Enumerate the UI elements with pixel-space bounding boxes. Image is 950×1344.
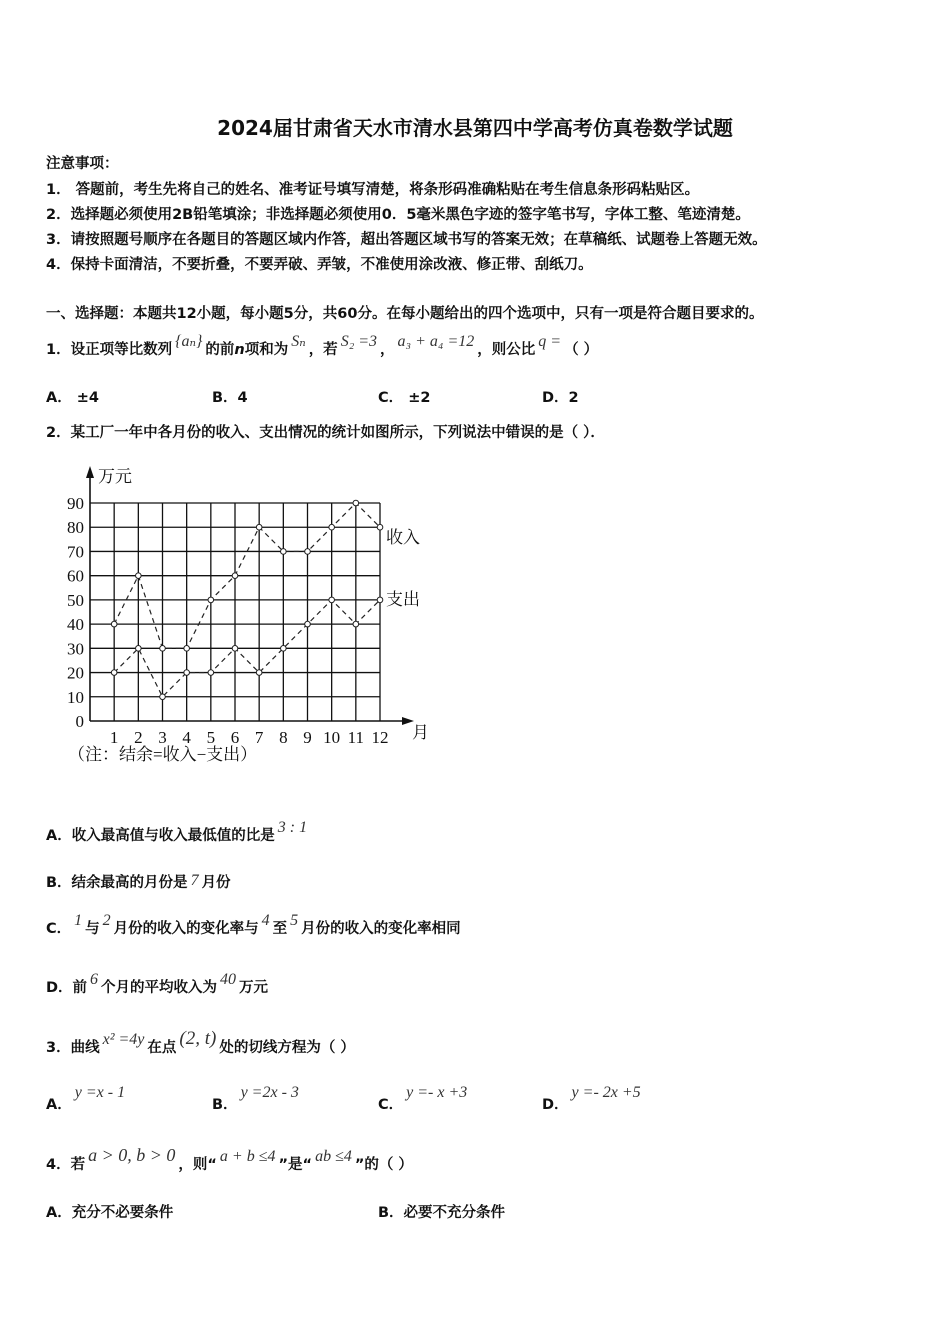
y-tick-label: 20 bbox=[67, 663, 84, 683]
q1-text: 的前 bbox=[205, 342, 235, 358]
data-point bbox=[232, 573, 238, 579]
option-text: 与 bbox=[85, 921, 100, 937]
data-point bbox=[281, 646, 287, 652]
option-label: C． bbox=[378, 1097, 404, 1113]
q1-text: （ ） bbox=[564, 342, 599, 358]
data-point bbox=[256, 524, 262, 530]
q4-text: ”是“ bbox=[278, 1157, 313, 1173]
data-point bbox=[160, 646, 166, 652]
math: Sₙ bbox=[291, 333, 306, 350]
option-label: A． bbox=[46, 1097, 72, 1113]
option-label: D． bbox=[542, 1097, 569, 1113]
math: n bbox=[234, 342, 245, 358]
q1-text: 1．设正项等比数列 bbox=[46, 342, 173, 358]
data-point bbox=[329, 524, 335, 530]
chart-note: （注：结余=收入−支出） bbox=[68, 745, 258, 764]
option-text: 月份 bbox=[201, 875, 231, 891]
data-point bbox=[111, 621, 117, 627]
chart-axes bbox=[67, 466, 414, 747]
q1-text: ，若 bbox=[308, 342, 338, 358]
data-point bbox=[208, 597, 214, 603]
q4-text: ”的（ ） bbox=[354, 1157, 413, 1173]
x-tick-label: 5 bbox=[206, 728, 216, 747]
y-axis-label: 万元 bbox=[98, 467, 132, 486]
x-tick-label: 7 bbox=[254, 728, 264, 747]
x-tick-label: 10 bbox=[323, 728, 341, 747]
math: ab ≤4 bbox=[315, 1148, 352, 1165]
x-tick-label: 8 bbox=[279, 728, 288, 747]
math: S₂ =3 bbox=[340, 333, 378, 350]
math: {aₙ} bbox=[175, 333, 203, 350]
option-text: 月份的收入的变化率相同 bbox=[301, 921, 461, 937]
q4-option-a[interactable]: A．充分不必要条件 bbox=[46, 1205, 174, 1221]
math: y =- x +3 bbox=[406, 1084, 468, 1101]
notice-item: 2．选择题必须使用2B铅笔填涂；非选择题必须使用0．5毫米黑色字迹的签字笔书写，字体工整、笔迹清楚。 bbox=[46, 207, 750, 223]
notice-item: 3．请按照题号顺序在各题目的答题区域内作答，超出答题区域书写的答案无效；在草稿纸、试题卷上答题无效。 bbox=[46, 232, 767, 248]
math: a₃ + a₄ =12 bbox=[397, 333, 475, 350]
data-point bbox=[353, 500, 359, 506]
option-text: D．前 bbox=[46, 980, 88, 996]
x-tick-label: 1 bbox=[109, 728, 119, 747]
page-title: 2024届甘肃省天水市清水县第四中学高考仿真卷数学试题 bbox=[217, 116, 733, 140]
data-point bbox=[329, 597, 335, 603]
data-point bbox=[232, 646, 238, 652]
data-point bbox=[184, 646, 190, 652]
y-tick-label: 80 bbox=[67, 518, 84, 538]
y-axis-arrow bbox=[86, 466, 94, 478]
notice-item: 1． 答题前，考生先将自己的姓名、准考证号填写清楚，将条形码准确粘贴在考生信息条形码粘贴区。 bbox=[46, 182, 700, 198]
x-tick-label: 6 bbox=[230, 728, 240, 747]
question-3 bbox=[46, 1028, 355, 1058]
q3-text: 3．曲线 bbox=[46, 1040, 100, 1056]
data-point bbox=[256, 670, 262, 676]
data-point bbox=[184, 670, 190, 676]
option-text: B．结余最高的月份是 bbox=[46, 875, 188, 891]
q1-option-a[interactable]: A． ±4 bbox=[46, 390, 100, 406]
data-point bbox=[160, 694, 166, 700]
option-text: 至 bbox=[272, 921, 288, 937]
math: 4 bbox=[261, 912, 270, 929]
q1-text: ， bbox=[380, 342, 395, 358]
y-tick-label: 50 bbox=[67, 590, 84, 610]
q4-text: ，则“ bbox=[178, 1157, 217, 1173]
data-point bbox=[208, 670, 214, 676]
data-point bbox=[377, 524, 383, 530]
q1-text: ，则公比 bbox=[477, 342, 536, 358]
q1-option-d[interactable]: D．2 bbox=[542, 390, 579, 406]
option-text: 月份的收入的变化率与 bbox=[113, 921, 259, 937]
y-tick-label: 40 bbox=[67, 615, 84, 635]
data-point bbox=[281, 549, 287, 555]
math: 40 bbox=[220, 971, 237, 988]
option-label: B． bbox=[212, 1097, 238, 1113]
q3-text: 在点 bbox=[147, 1040, 177, 1056]
q2-option-d[interactable] bbox=[46, 971, 269, 997]
x-axis-label: 月 bbox=[412, 723, 429, 742]
math: 2 bbox=[102, 912, 111, 929]
data-point bbox=[305, 549, 311, 555]
legend-expense: 支出 bbox=[386, 590, 420, 609]
section-heading: 一、选择题：本题共12小题，每小题5分，共60分。在每小题给出的四个选项中，只有一项是符合题目要求的。 bbox=[46, 306, 764, 322]
q2-option-a[interactable] bbox=[46, 819, 310, 845]
math: 6 bbox=[90, 971, 99, 988]
q3-option-c[interactable] bbox=[378, 1084, 470, 1114]
math: y =x - 1 bbox=[74, 1084, 126, 1101]
math: 3 : 1 bbox=[277, 819, 308, 836]
y-tick-label: 10 bbox=[67, 687, 84, 707]
x-tick-label: 4 bbox=[182, 728, 191, 747]
math: a + b ≤4 bbox=[219, 1148, 276, 1165]
x-tick-label: 11 bbox=[347, 728, 365, 747]
math: 1 bbox=[74, 912, 83, 929]
y-tick-label: 60 bbox=[67, 566, 84, 586]
math: 5 bbox=[290, 912, 299, 929]
math: 7 bbox=[190, 872, 199, 889]
math: x² =4y bbox=[102, 1031, 145, 1048]
option-text: 万元 bbox=[239, 980, 269, 996]
math: (2, t) bbox=[179, 1028, 217, 1049]
notice-item: 4．保持卡面清洁，不要折叠，不要弄破、弄皱，不准使用涂改液、修正带、刮纸刀。 bbox=[46, 257, 593, 273]
chart-grid bbox=[90, 503, 380, 721]
x-tick-label: 3 bbox=[158, 728, 167, 747]
data-point bbox=[136, 646, 142, 652]
q3-option-a[interactable] bbox=[46, 1084, 128, 1114]
y-tick-label: 70 bbox=[67, 542, 84, 562]
math: y =2x - 3 bbox=[240, 1084, 299, 1101]
q1-text: 项和为 bbox=[244, 342, 289, 358]
x-tick-label: 12 bbox=[371, 728, 389, 747]
data-point bbox=[353, 621, 359, 627]
math: y =- 2x +5 bbox=[571, 1084, 641, 1101]
question-2: 2．某工厂一年中各月份的收入、支出情况的统计如图所示，下列说法中错误的是（ ）． bbox=[46, 425, 605, 441]
q2-option-c[interactable] bbox=[46, 912, 461, 938]
option-text: A．收入最高值与收入最低值的比是 bbox=[46, 828, 275, 844]
data-point bbox=[111, 670, 117, 676]
q2-option-b[interactable] bbox=[46, 871, 231, 892]
option-text: C． bbox=[46, 921, 72, 937]
q3-text: 处的切线方程为（ ） bbox=[219, 1040, 355, 1056]
q3-option-b[interactable] bbox=[212, 1084, 302, 1114]
legend-income: 收入 bbox=[386, 528, 420, 547]
y-tick-label: 30 bbox=[67, 639, 84, 659]
math: q = bbox=[538, 333, 562, 350]
data-point bbox=[377, 597, 383, 603]
x-tick-label: 9 bbox=[303, 728, 312, 747]
data-point bbox=[305, 621, 311, 627]
q3-option-d[interactable] bbox=[542, 1084, 644, 1114]
q4-text: 4．若 bbox=[46, 1157, 86, 1173]
q4-option-b[interactable]: B．必要不充分条件 bbox=[378, 1205, 506, 1221]
q1-option-c[interactable]: C． ±2 bbox=[378, 390, 431, 406]
x-tick-label: 2 bbox=[134, 728, 143, 747]
data-point bbox=[136, 573, 142, 579]
question-4 bbox=[46, 1145, 413, 1174]
y-tick-label: 90 bbox=[67, 494, 84, 513]
option-text: 个月的平均收入为 bbox=[101, 980, 218, 996]
notice-heading: 注意事项： bbox=[46, 156, 119, 172]
y-tick-label: 0 bbox=[75, 712, 84, 731]
q1-option-b[interactable]: B．4 bbox=[212, 390, 248, 406]
math: a > 0, b > 0 bbox=[88, 1145, 176, 1165]
